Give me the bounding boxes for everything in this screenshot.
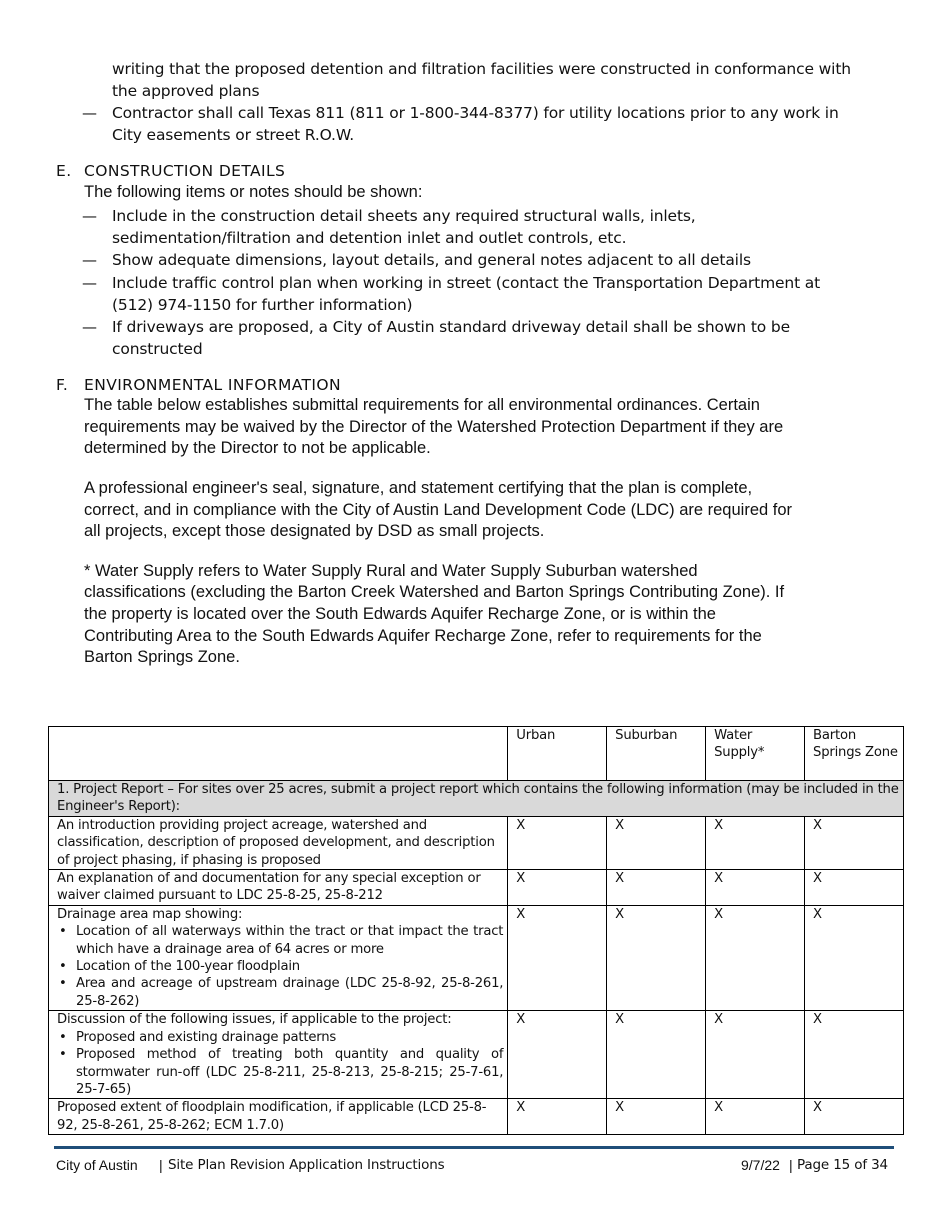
contractor-note-line: Contractor shall call Texas 811 (811 or 1-800-344-8377) for utility locations prior to any work in [112,104,839,122]
requirement-cell: An introduction providing project acreage, watershed and classification, description of proposed development, and description of project phasing, if phasing is proposed [49,816,508,869]
section-e-lead: The following items or notes should be shown: [84,183,423,201]
dash-bullet: — [82,207,97,225]
mark-cell: X [706,905,805,1010]
mark-cell: X [805,816,904,869]
header-cell-empty [49,727,508,781]
mark-cell: X [607,1011,706,1099]
mark-cell: X [607,1099,706,1135]
paragraph-line: * Water Supply refers to Water Supply Rural and Water Supply Suburban watershed [84,562,698,580]
requirement-cell [49,1011,508,1099]
detail-item-line: If driveways are proposed, a City of Austin standard driveway detail shall be shown to be [112,318,790,336]
bullet-list [57,923,503,1010]
requirement-lead: Drainage area map showing: [57,906,243,922]
bullet-item: • Location of the 100-year floodplain [76,958,503,975]
section-f-title: ENVIRONMENTAL INFORMATION [84,376,341,394]
table-section-row [49,781,904,817]
footer-page-number: Page 15 of 34 [797,1157,888,1173]
mark-cell: X [607,816,706,869]
footer-org: City of Austin [56,1157,138,1173]
project-report-description: For sites over 25 acres, submit a project report which contains the following information (may be included in the Engineer's Report): [57,782,899,815]
continued-text-line: the approved plans [112,82,260,100]
mark-cell: X [607,870,706,906]
detail-item-line: (512) 974-1150 for further information) [112,296,413,314]
dash-bullet: — [82,104,97,122]
footer-separator: | [159,1157,163,1173]
bullet-item: • Proposed and existing drainage patterns [76,1029,503,1046]
mark-cell: X [508,816,607,869]
footer-separator: | [789,1157,793,1173]
footer-doc-title: Site Plan Revision Application Instructions [168,1157,445,1173]
footer-date: 9/7/22 [741,1157,780,1173]
requirement-cell: Proposed extent of floodplain modification, if applicable (LCD 25-8-92, 25-8-261, 25-8-262; ECM 1.7.0) [49,1099,508,1135]
requirement-cell: An explanation of and documentation for any special exception or waiver claimed pursuant to LDC 25-8-25, 25-8-212 [49,870,508,906]
paragraph-line: the property is located over the South Edwards Aquifer Recharge Zone, or is within the [84,605,716,623]
paragraph-line: all projects, except those designated by DSD as small projects. [84,522,545,540]
detail-item-line: constructed [112,340,203,358]
paragraph-line: correct, and in compliance with the City of Austin Land Development Code (LDC) are required for [84,501,793,519]
bullet-item: • Proposed method of treating both quantity and quality of stormwater run-off (LDC 25-8-211, 25-8-213, 25-8-215; 25-7-61, 25-7-65) [76,1046,503,1098]
project-report-lead: 1. Project Report – [57,782,174,797]
paragraph-line: Barton Springs Zone. [84,648,240,666]
mark-cell: X [805,1099,904,1135]
requirement-lead: Discussion of the following issues, if applicable to the project: [57,1012,452,1028]
header-cell-water-supply: Water Supply* [706,727,805,781]
dash-bullet: — [82,318,97,336]
detail-item-line: sedimentation/filtration and detention inlet and outlet controls, etc. [112,229,627,247]
dash-bullet: — [82,274,97,292]
paragraph-line: The table below establishes submittal requirements for all environmental ordinances. Certain [84,396,760,414]
mark-cell: X [706,1011,805,1099]
header-cell-barton-springs: Barton Springs Zone [805,727,904,781]
detail-item-line: Include in the construction detail sheets any required structural walls, inlets, [112,207,696,225]
mark-cell: X [805,870,904,906]
mark-cell: X [508,870,607,906]
footer-rule [54,1146,894,1149]
table-header-row [49,727,904,781]
bullet-item: • Area and acreage of upstream drainage (LDC 25-8-92, 25-8-261, 25-8-262) [76,975,503,1010]
bullet-item: • Location of all waterways within the tract or that impact the tract which have a drainage area of 64 acres or more [76,923,503,958]
mark-cell: X [508,1011,607,1099]
dash-bullet: — [82,251,97,269]
mark-cell: X [805,905,904,1010]
mark-cell: X [706,816,805,869]
table-row [49,1099,904,1135]
environmental-requirements-table [48,726,904,1135]
section-e-letter: E. [56,162,72,180]
mark-cell: X [805,1011,904,1099]
paragraph-line: requirements may be waived by the Director of the Watershed Protection Department if they are [84,418,784,436]
contractor-note-line: City easements or street R.O.W. [112,126,355,144]
header-cell-urban: Urban [508,727,607,781]
paragraph-line: A professional engineer's seal, signature, and statement certifying that the plan is complete, [84,479,753,497]
mark-cell: X [508,1099,607,1135]
paragraph-line: determined by the Director to not be applicable. [84,439,431,457]
mark-cell: X [706,1099,805,1135]
mark-cell: X [706,870,805,906]
detail-item-line: Show adequate dimensions, layout details, and general notes adjacent to all details [112,251,751,269]
detail-item-line: Include traffic control plan when working in street (contact the Transportation Department at [112,274,821,292]
section-f-letter: F. [56,376,69,394]
table-row [49,905,904,1010]
section-e-title: CONSTRUCTION DETAILS [84,162,286,180]
requirement-cell [49,905,508,1010]
paragraph-line: classifications (excluding the Barton Creek Watershed and Barton Springs Contributing Zone). If [84,583,785,601]
bullet-list [57,1029,503,1099]
table-row [49,870,904,906]
project-report-cell [49,781,904,817]
mark-cell: X [607,905,706,1010]
table-row [49,816,904,869]
mark-cell: X [508,905,607,1010]
header-cell-suburban: Suburban [607,727,706,781]
paragraph-line: Contributing Area to the South Edwards Aquifer Recharge Zone, refer to requirements for the [84,627,762,645]
continued-text-line: writing that the proposed detention and filtration facilities were constructed in conformance with [112,60,851,78]
table-row [49,1011,904,1099]
